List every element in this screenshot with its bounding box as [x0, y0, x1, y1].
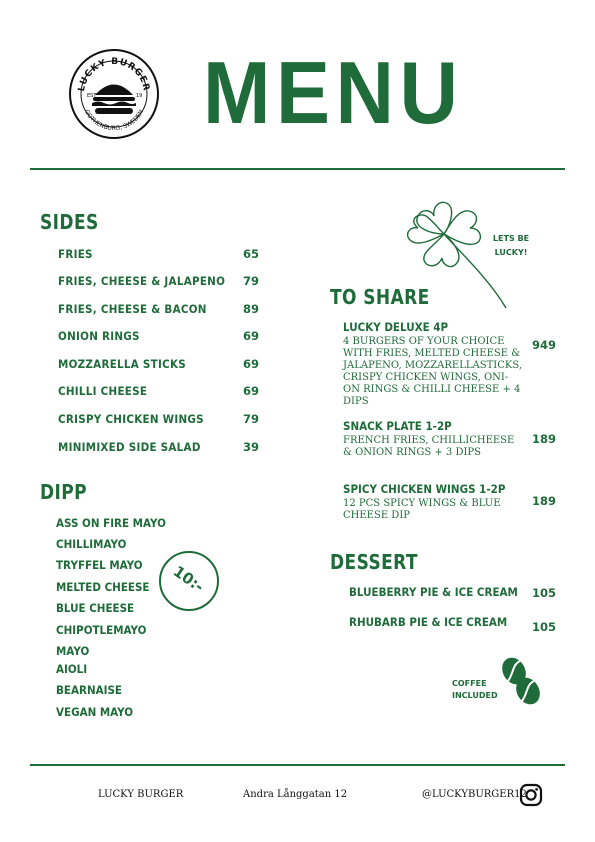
side-item-name: MINIMIXED SIDE SALAD: [58, 440, 201, 454]
dessert-item-name: RHUBARB PIE & ICE CREAM: [349, 615, 508, 629]
side-item: [58, 357, 258, 375]
dip-item: MAYO: [56, 644, 90, 658]
lucky-note-line1: LETS BE: [492, 234, 530, 243]
dip-price-label: 10:-: [169, 562, 208, 596]
side-item-price: 69: [243, 357, 260, 371]
side-item-price: 65: [243, 247, 260, 261]
dessert-item-price: 105: [532, 586, 557, 600]
side-item-price: 79: [243, 412, 260, 426]
side-item-price: 89: [243, 302, 260, 316]
share-item-name: LUCKY DELUXE 4P: [343, 320, 449, 334]
side-item: [58, 412, 258, 430]
dip-item: TRYFFEL MAYO: [56, 558, 143, 572]
to-share-heading: TO SHARE: [330, 285, 430, 309]
share-item-description: FRENCH FRIES, CHILLICHEESE & ONION RINGS + 3 DIPS: [343, 435, 515, 458]
svg-text:EST: EST: [87, 93, 97, 99]
side-item-name: FRIES, CHEESE & JALAPENO: [58, 274, 226, 288]
side-item-name: CRISPY CHICKEN WINGS: [58, 412, 204, 426]
side-item: [58, 384, 258, 402]
coffee-note-line1: COFFEE: [452, 679, 487, 688]
share-item-price: 189: [532, 494, 557, 508]
side-item-price: 69: [243, 384, 260, 398]
side-item: [58, 247, 258, 265]
dip-item: BLUE CHEESE: [56, 601, 135, 615]
dip-item: VEGAN MAYO: [56, 705, 134, 719]
header-divider: [30, 168, 565, 170]
lucky-burger-logo: [68, 48, 160, 140]
footer-brand: LUCKY BURGER: [98, 789, 184, 800]
page-title: MENU: [203, 43, 464, 142]
side-item-name: CHILLI CHEESE: [58, 384, 148, 398]
side-item-name: MOZZARELLA STICKS: [58, 357, 186, 371]
footer-address: Andra Långgatan 12: [243, 789, 348, 800]
dessert-item-price: 105: [532, 620, 557, 634]
dip-item: MELTED CHEESE: [56, 580, 150, 594]
side-item: [58, 440, 258, 458]
side-item-price: 69: [243, 329, 260, 343]
coffee-note: [452, 678, 496, 702]
dip-item: AIOLI: [56, 662, 88, 676]
dip-item: ASS ON FIRE MAYO: [56, 516, 166, 530]
dip-item: CHILLIMAYO: [56, 537, 127, 551]
dip-item: CHIPOTLEMAYO: [56, 623, 147, 637]
side-item: [58, 329, 258, 347]
share-item-description: 4 BURGERS OF YOUR CHOICE WITH FRIES, MELTED CHEESE & JALAPENO, MOZZARELLASTICKS, CRISPY CHICKEN WINGS, ONI-ON RINGS & CHILLI CHEESE + 4 DIPS: [343, 336, 522, 407]
share-item-price: 189: [532, 432, 557, 446]
share-item-name: SNACK PLATE 1-2P: [343, 419, 452, 433]
dip-price-badge: [158, 550, 220, 612]
svg-text:19: 19: [136, 93, 143, 99]
dip-item: BEARNAISE: [56, 683, 122, 697]
svg-text:LUCKY BURGER: LUCKY BURGER: [77, 56, 152, 93]
dessert-heading: DESSERT: [330, 550, 418, 574]
lucky-note: [491, 232, 531, 260]
share-item-price: 949: [532, 338, 557, 352]
side-item-name: ONION RINGS: [58, 329, 140, 343]
side-item-name: FRIES, CHEESE & BACON: [58, 302, 207, 316]
side-item: [58, 274, 258, 292]
svg-text:GOTHENBURG, SWEDEN: GOTHENBURG, SWEDEN: [82, 108, 146, 133]
coffee-beans-icon: [500, 655, 542, 707]
lucky-note-line2: LUCKY!: [494, 248, 528, 257]
side-item-name: FRIES: [58, 247, 93, 261]
side-item: [58, 302, 258, 320]
share-item-description: 12 PCS SPICY WINGS & BLUE CHEESE DIP: [343, 498, 501, 521]
dessert-item-name: BLUEBERRY PIE & ICE CREAM: [349, 585, 518, 599]
instagram-icon[interactable]: [519, 783, 543, 807]
coffee-note-line2: INCLUDED: [452, 691, 498, 700]
footer-instagram-handle[interactable]: @LUCKYBURGER12: [422, 789, 527, 800]
share-item-name: SPICY CHICKEN WINGS 1-2P: [343, 482, 506, 496]
sides-heading: SIDES: [40, 210, 99, 234]
side-item-price: 39: [243, 440, 260, 454]
dipp-heading: DIPP: [40, 480, 88, 504]
footer-divider: [30, 764, 565, 766]
side-item-price: 79: [243, 274, 260, 288]
